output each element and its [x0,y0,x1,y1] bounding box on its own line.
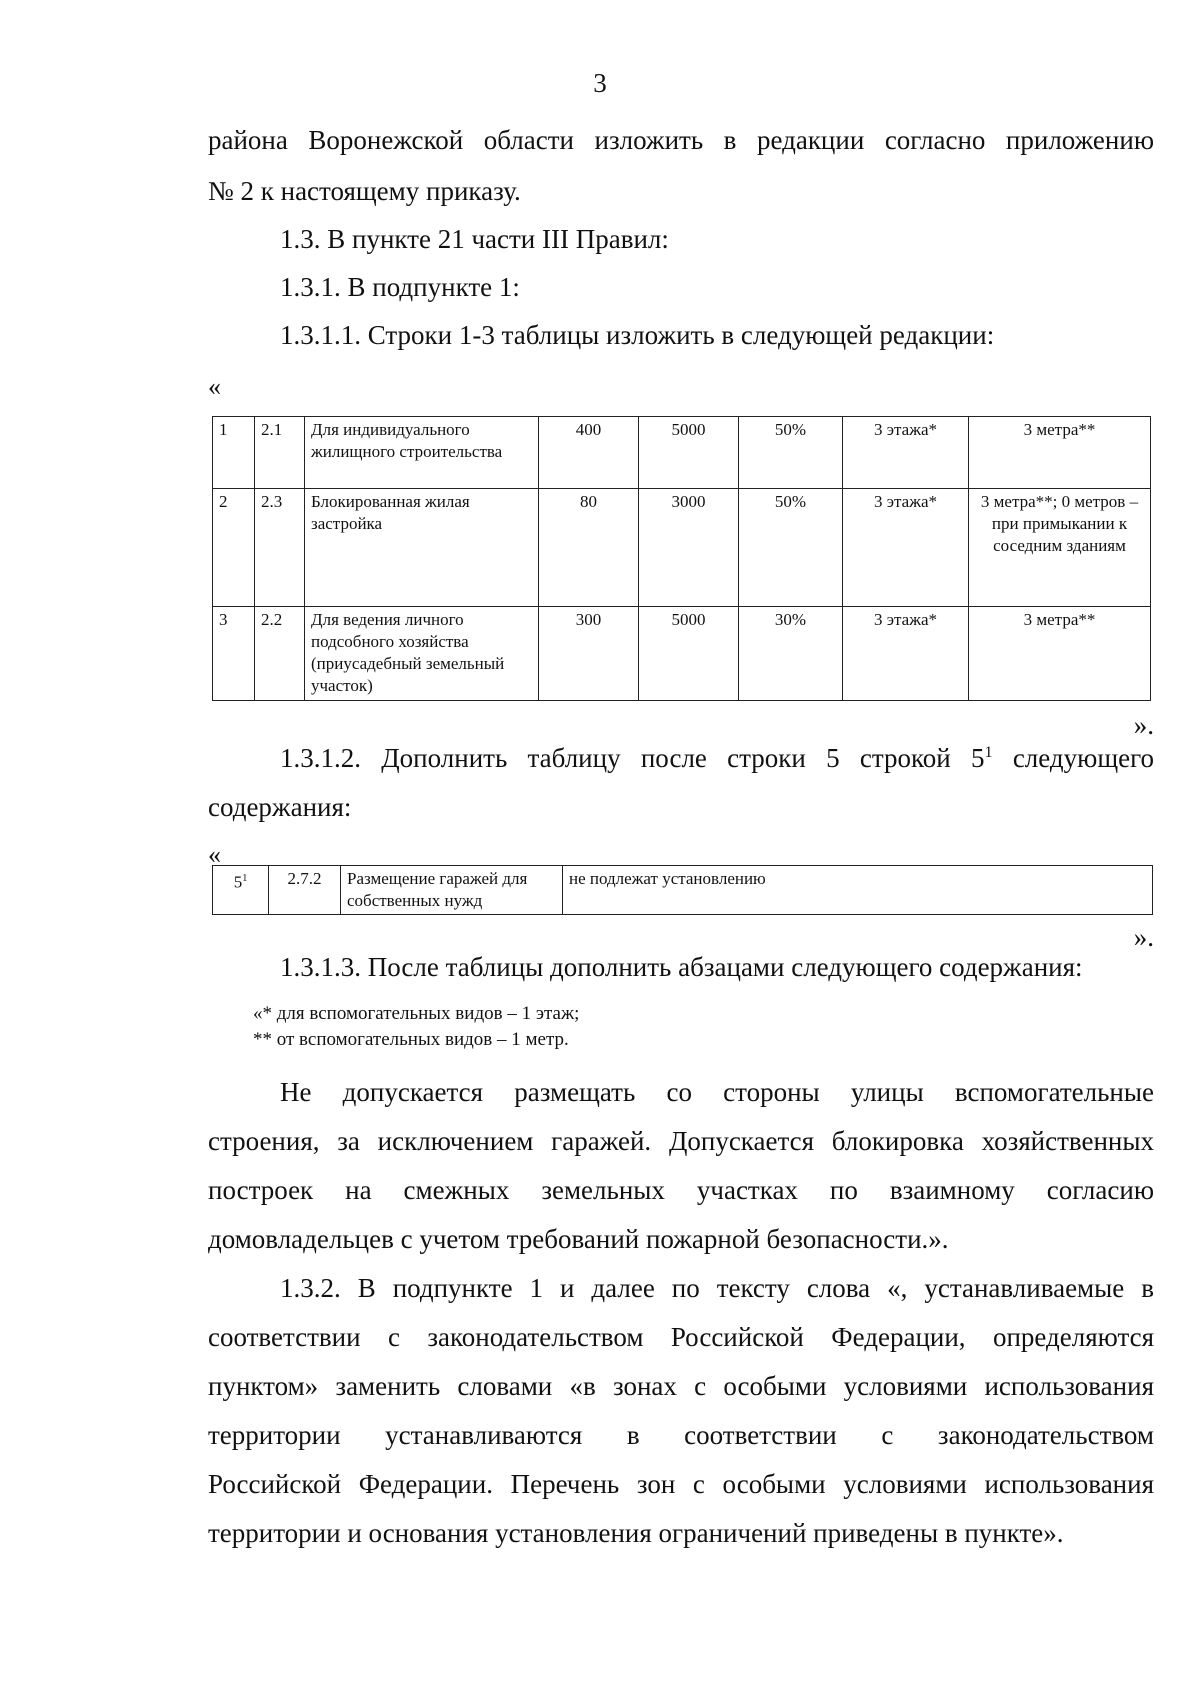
paragraph-line-text: 1.3.2. В подпункте 1 и далее по тексту слова «, устанавливаемые в [280,1273,1154,1303]
rules-table [212,416,1151,701]
clause-1-3: 1.3. В пункте 21 части III Правил: [280,224,669,254]
row-floors: 3 этажа* [843,417,969,489]
row-code: 2.1 [255,417,305,489]
clause-1-3-1-2-text: 1.3.1.2. Дополнить таблицу после строки 5 строкой 5 [280,743,985,773]
open-quote: « [208,840,221,869]
row-setback: 3 метра** [969,607,1151,701]
garage-table [212,865,1153,915]
superscript: 1 [242,873,248,884]
table-row [213,607,1151,701]
row-code: 2.3 [255,489,305,607]
footnote-line: ** от вспомогательных видов – 1 метр. [253,1029,569,1050]
row-max-area: 5000 [639,607,739,701]
paragraph-line: территории устанавливаются в соответствии с законодательством [208,1420,1154,1450]
row-min-area: 300 [539,607,639,701]
paragraph-line: содержания: [208,792,352,822]
page-number: 3 [593,68,607,98]
paragraph-line: строения, за исключением гаражей. Допускается блокировка хозяйственных [208,1126,1154,1156]
row-setback: 3 метра**; 0 метров – при примыкании к соседним зданиям [969,489,1151,607]
row-number-text: 5 [233,872,243,892]
table-row [213,417,1151,489]
row-number: 2 [213,489,255,607]
row-code: 2.7.2 [269,866,341,915]
close-quote: ». [1133,710,1154,740]
paragraph-line: № 2 к настоящему приказу. [208,176,521,206]
clause-1-3-1-1: 1.3.1.1. Строки 1-3 таблицы изложить в следующей редакции: [280,320,995,350]
row-number [213,866,269,915]
row-percent: 50% [739,489,843,607]
paragraph-line: домовладельцев с учетом требований пожарной безопасности.». [208,1224,949,1254]
clause-1-3-1-2 [208,744,1154,772]
superscript: 1 [984,743,993,761]
row-setback: 3 метра** [969,417,1151,489]
row-code: 2.2 [255,607,305,701]
paragraph-line: района Воронежской области изложить в редакции согласно приложению [208,125,1154,155]
row-name: Блокированная жилая застройка [305,489,539,607]
table-row [213,866,1153,915]
paragraph-line: территории и основания установления ограничений приведены в пункте». [208,1518,1064,1548]
row-number: 1 [213,417,255,489]
row-percent: 50% [739,417,843,489]
paragraph-line: Российской Федерации. Перечень зон с особыми условиями использования [208,1469,1154,1499]
row-max-area: 3000 [639,489,739,607]
clause-1-3-1-2-tail: следующего [992,743,1154,773]
row-name: Для ведения личного подсобного хозяйства (приусадебный земельный участок) [305,607,539,701]
row-value: не подлежат установлению [563,866,1153,915]
clause-1-3-1: 1.3.1. В подпункте 1: [280,272,520,302]
paragraph-line: пунктом» заменить словами «в зонах с особыми условиями использования [208,1371,1154,1401]
row-min-area: 400 [539,417,639,489]
paragraph-line-text: Не допускается размещать со стороны улицы вспомогательные [280,1077,1154,1107]
paragraph-line: построек на смежных земельных участках по взаимному согласию [208,1175,1154,1205]
row-floors: 3 этажа* [843,489,969,607]
open-quote: « [208,372,221,401]
row-name: Размещение гаражей для собственных нужд [341,866,563,915]
clause-1-3-1-3: 1.3.1.3. После таблицы дополнить абзацами следующего содержания: [280,952,1083,982]
row-max-area: 5000 [639,417,739,489]
footnote-line: «* для вспомогательных видов – 1 этаж; [253,1003,580,1024]
close-quote: ». [1133,922,1154,952]
row-number: 3 [213,607,255,701]
row-percent: 30% [739,607,843,701]
row-floors: 3 этажа* [843,607,969,701]
paragraph-line [208,1079,1154,1106]
row-min-area: 80 [539,489,639,607]
paragraph-line: соответствии с законодательством Российской Федерации, определяются [208,1322,1154,1352]
paragraph-line [208,1275,1154,1302]
table-row [213,489,1151,607]
row-name: Для индивидуального жилищного строительства [305,417,539,489]
